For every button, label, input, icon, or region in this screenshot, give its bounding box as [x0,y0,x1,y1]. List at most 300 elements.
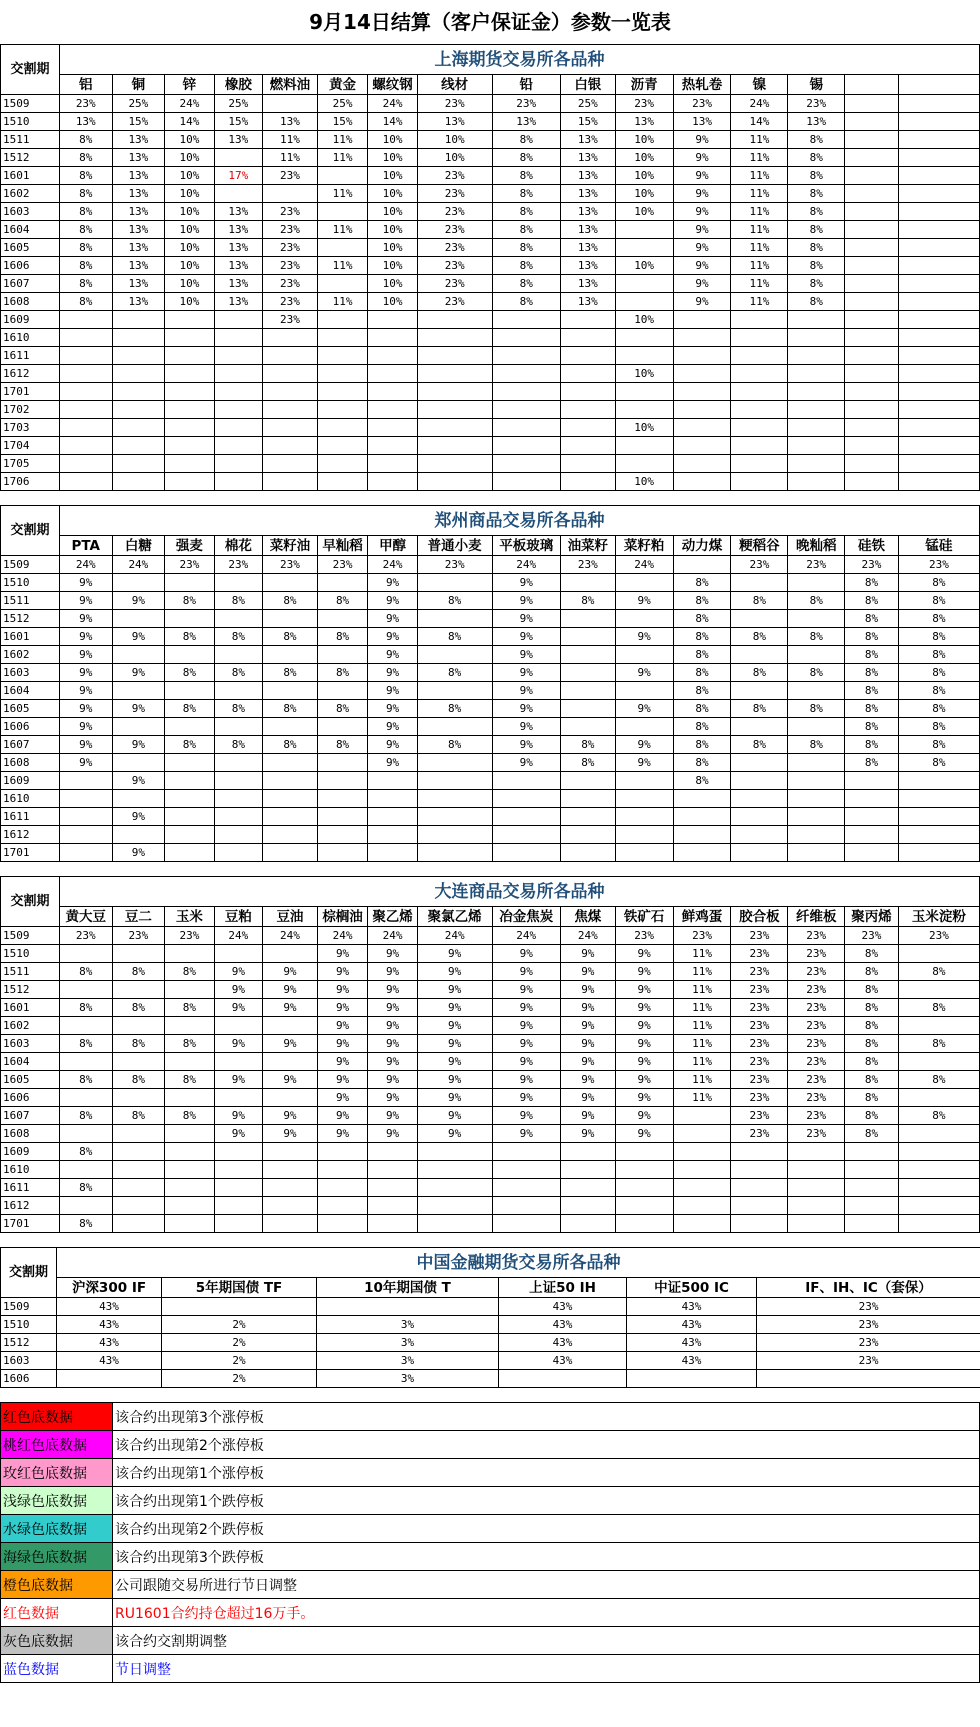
margin-value [214,347,262,365]
margin-value: 8% [845,1053,899,1071]
margin-value: 8% [59,131,112,149]
margin-value [417,329,492,347]
margin-value [673,844,731,862]
margin-value: 9% [214,1107,262,1125]
margin-value: 9% [214,963,262,981]
margin-value [417,754,492,772]
margin-value: 8% [845,754,899,772]
margin-value: 25% [112,95,165,113]
margin-value [112,945,165,963]
margin-value [59,808,112,826]
margin-value [59,772,112,790]
margin-value: 10% [417,149,492,167]
margin-value: 9% [368,646,417,664]
margin-value [417,682,492,700]
margin-value [214,455,262,473]
delivery-month: 1606 [1,1370,57,1388]
margin-value: 23% [615,927,673,945]
margin-value: 8% [59,221,112,239]
margin-value: 9% [492,646,560,664]
margin-value [845,844,899,862]
margin-value [731,311,788,329]
margin-value [263,401,318,419]
margin-value: 8% [845,592,899,610]
margin-value [788,1161,845,1179]
delivery-month: 1701 [1,844,60,862]
delivery-month: 1609 [1,1143,60,1161]
margin-value: 13% [214,275,262,293]
margin-value: 9% [59,736,112,754]
legend-row [1,1571,980,1599]
margin-value: 9% [492,736,560,754]
legend-description: 该合约交割期调整 [113,1627,980,1655]
margin-value [59,383,112,401]
margin-value [417,473,492,491]
delivery-month: 1611 [1,1179,60,1197]
margin-value: 23% [788,556,845,574]
margin-value [112,754,165,772]
table-row [1,556,980,574]
margin-value [165,329,214,347]
margin-value: 9% [263,999,318,1017]
margin-value [112,1179,165,1197]
delivery-month: 1605 [1,1071,60,1089]
margin-value: 8% [165,999,214,1017]
margin-value: 13% [59,113,112,131]
empty-cell [898,311,979,329]
margin-value: 8% [673,736,731,754]
table-row [1,437,980,455]
margin-value: 9% [560,1053,615,1071]
margin-value [112,1089,165,1107]
margin-value: 10% [165,149,214,167]
margin-value: 23% [417,239,492,257]
margin-value [368,790,417,808]
margin-value: 10% [165,257,214,275]
product-header: 强麦 [165,536,214,556]
delivery-month: 1510 [1,574,60,592]
margin-value: 9% [59,754,112,772]
margin-value [368,826,417,844]
legend-row [1,1655,980,1683]
margin-value: 9% [368,574,417,592]
margin-value: 25% [560,95,615,113]
margin-value [263,455,318,473]
margin-value: 23% [731,927,788,945]
margin-value: 8% [788,257,845,275]
margin-value: 11% [731,203,788,221]
margin-value: 8% [673,664,731,682]
margin-value: 9% [317,999,368,1017]
margin-value: 3% [317,1370,499,1388]
margin-value: 9% [615,945,673,963]
margin-value [317,383,368,401]
delivery-month: 1702 [1,401,60,419]
empty-cell [898,329,979,347]
margin-value [560,1179,615,1197]
margin-value: 8% [214,628,262,646]
empty-cell [845,311,899,329]
margin-value: 24% [59,556,112,574]
margin-value: 9% [492,1071,560,1089]
product-header: 黄大豆 [59,907,112,927]
margin-value [263,790,318,808]
margin-value [492,1215,560,1233]
margin-value: 8% [731,736,788,754]
margin-value [417,772,492,790]
margin-value [492,844,560,862]
margin-value [263,383,318,401]
margin-value [788,329,845,347]
margin-value: 23% [731,1017,788,1035]
empty-cell [898,257,979,275]
margin-value [560,419,615,437]
delivery-month: 1606 [1,257,60,275]
margin-value [165,772,214,790]
delivery-month: 1610 [1,790,60,808]
margin-value [417,419,492,437]
margin-value: 13% [263,113,318,131]
margin-value [317,754,368,772]
section-gap [0,1388,980,1402]
delivery-month: 1607 [1,1107,60,1125]
margin-value: 8% [673,628,731,646]
margin-value [263,1017,318,1035]
margin-value: 9% [560,1089,615,1107]
legend-swatch-label: 水绿色底数据 [1,1515,113,1543]
margin-value [673,808,731,826]
product-header: 螺纹钢 [368,75,417,95]
margin-value [59,1089,112,1107]
margin-value [214,1017,262,1035]
margin-value [263,1089,318,1107]
margin-value [112,1161,165,1179]
margin-value: 8% [845,1089,899,1107]
margin-value [214,1161,262,1179]
delivery-month: 1608 [1,293,60,311]
margin-value [673,455,731,473]
margin-value [214,149,262,167]
margin-value [898,1215,979,1233]
margin-value [317,203,368,221]
margin-value: 23% [673,927,731,945]
margin-value [112,1197,165,1215]
margin-value: 9% [492,981,560,999]
margin-value [845,1143,899,1161]
margin-value: 9% [417,1017,492,1035]
product-header: 早籼稻 [317,536,368,556]
margin-value [492,1161,560,1179]
margin-value [165,945,214,963]
margin-value [673,1107,731,1125]
margin-value [898,945,979,963]
margin-value [673,311,731,329]
margin-value [263,610,318,628]
margin-value [615,383,673,401]
delivery-month: 1510 [1,113,60,131]
margin-value [112,718,165,736]
empty-cell [898,275,979,293]
margin-value [112,437,165,455]
margin-value [898,981,979,999]
empty-cell [898,473,979,491]
margin-value [59,401,112,419]
table-row [1,664,980,682]
empty-cell [845,455,899,473]
margin-value [560,610,615,628]
margin-value: 13% [112,167,165,185]
margin-value [627,1370,757,1388]
margin-value: 10% [368,275,417,293]
margin-value: 8% [731,628,788,646]
margin-value [368,347,417,365]
margin-value: 8% [417,592,492,610]
margin-value [263,772,318,790]
delivery-month: 1510 [1,1316,57,1334]
margin-value [788,455,845,473]
margin-value: 8% [59,1215,112,1233]
delivery-month: 1606 [1,1089,60,1107]
margin-value: 13% [615,113,673,131]
margin-value [317,844,368,862]
table-row [1,700,980,718]
margin-value [112,574,165,592]
delivery-month: 1605 [1,700,60,718]
empty-cell [845,365,899,383]
product-header: 铅 [492,75,560,95]
margin-value: 23% [417,95,492,113]
margin-value: 8% [845,736,899,754]
margin-value: 13% [214,203,262,221]
margin-value: 8% [898,1035,979,1053]
margin-value [214,437,262,455]
margin-value [263,718,318,736]
margin-value: 8% [898,736,979,754]
table-row [1,1298,980,1316]
margin-value [317,718,368,736]
table-row [1,311,980,329]
delivery-period-header: 交割期 [1,45,60,95]
margin-value: 8% [898,754,979,772]
margin-value: 13% [673,113,731,131]
margin-value: 9% [59,718,112,736]
margin-value: 23% [417,257,492,275]
margin-value [731,1161,788,1179]
margin-value [317,329,368,347]
margin-value: 13% [112,203,165,221]
margin-value: 11% [317,185,368,203]
margin-value [112,826,165,844]
empty-cell [845,185,899,203]
margin-value: 23% [788,1053,845,1071]
margin-value: 9% [492,1107,560,1125]
margin-value [615,718,673,736]
margin-value: 8% [59,1035,112,1053]
margin-value [492,347,560,365]
margin-value: 11% [317,131,368,149]
margin-value [214,1089,262,1107]
margin-value: 9% [615,628,673,646]
margin-value: 15% [214,113,262,131]
margin-value: 8% [898,628,979,646]
margin-value [317,610,368,628]
margin-value: 23% [731,1107,788,1125]
table-row [1,347,980,365]
margin-value: 9% [673,149,731,167]
margin-value: 9% [560,945,615,963]
margin-value [731,419,788,437]
margin-value [788,646,845,664]
margin-value [417,383,492,401]
margin-value: 43% [499,1352,627,1370]
empty-cell [898,239,979,257]
margin-value: 9% [368,1107,417,1125]
margin-value: 10% [165,293,214,311]
table-row [1,628,980,646]
margin-value: 24% [731,95,788,113]
margin-value [492,1179,560,1197]
exchange-name: 大连商品交易所各品种 [59,877,979,907]
margin-value: 3% [317,1352,499,1370]
empty-cell [845,239,899,257]
margin-value [788,574,845,592]
product-header: 豆粕 [214,907,262,927]
margin-value: 25% [214,95,262,113]
margin-value [615,347,673,365]
margin-value [731,329,788,347]
margin-value [165,1215,214,1233]
margin-value: 10% [165,203,214,221]
margin-value [317,772,368,790]
margin-value: 9% [492,945,560,963]
margin-value: 11% [731,185,788,203]
legend-row [1,1487,980,1515]
margin-value [845,1197,899,1215]
margin-value: 9% [492,1035,560,1053]
table-row [1,736,980,754]
margin-value [317,646,368,664]
product-header: 5年期国债 TF [162,1278,317,1298]
margin-value: 9% [560,999,615,1017]
margin-value [263,646,318,664]
margin-value: 8% [165,963,214,981]
margin-value: 23% [615,95,673,113]
margin-value: 8% [845,646,899,664]
margin-value [317,1298,499,1316]
margin-value [492,790,560,808]
margin-value [165,754,214,772]
empty-cell [898,347,979,365]
margin-value: 8% [317,664,368,682]
margin-value [214,945,262,963]
margin-value: 8% [59,257,112,275]
margin-value [263,844,318,862]
table-row [1,927,980,945]
margin-value: 23% [263,556,318,574]
margin-value: 10% [165,275,214,293]
margin-value [560,329,615,347]
legend-swatch-label: 红色底数据 [1,1403,113,1431]
table-row [1,203,980,221]
margin-value: 8% [165,700,214,718]
margin-value: 9% [317,1017,368,1035]
exchange-name: 中国金融期货交易所各品种 [57,1248,980,1278]
margin-value [317,401,368,419]
product-header: 玉米淀粉 [898,907,979,927]
margin-value [59,981,112,999]
delivery-month: 1601 [1,999,60,1017]
margin-value: 8% [59,185,112,203]
empty-cell [898,455,979,473]
margin-value [417,1197,492,1215]
margin-value [214,383,262,401]
delivery-month: 1609 [1,772,60,790]
margin-value: 13% [112,185,165,203]
margin-value [615,437,673,455]
margin-value: 23% [263,239,318,257]
margin-value: 13% [788,113,845,131]
table-row [1,473,980,491]
margin-value [112,329,165,347]
margin-value: 9% [615,963,673,981]
empty-cell [845,401,899,419]
margin-value: 15% [560,113,615,131]
margin-value: 23% [731,945,788,963]
margin-value: 8% [788,700,845,718]
margin-value: 23% [757,1298,980,1316]
margin-value: 9% [673,275,731,293]
margin-value [59,473,112,491]
margin-value-highlight: 17% [214,167,262,185]
margin-value: 8% [417,700,492,718]
table-row [1,999,980,1017]
margin-value: 24% [368,95,417,113]
margin-value [112,311,165,329]
exchange-table [0,44,980,491]
margin-value: 8% [788,221,845,239]
product-header: 燃料油 [263,75,318,95]
product-header: 胶合板 [731,907,788,927]
margin-value: 8% [59,167,112,185]
legend-description: 该合约出现第2个涨停板 [113,1431,980,1459]
product-header: 焦煤 [560,907,615,927]
margin-value [898,1179,979,1197]
margin-value [214,1215,262,1233]
legend-swatch-label: 桃红色底数据 [1,1431,113,1459]
margin-value [673,347,731,365]
margin-value: 23% [59,927,112,945]
product-header: 菜籽油 [263,536,318,556]
table-row [1,646,980,664]
margin-value: 8% [59,1179,112,1197]
margin-value [368,1161,417,1179]
margin-value [417,790,492,808]
table-row [1,1179,980,1197]
margin-value [898,790,979,808]
margin-value [165,1089,214,1107]
margin-value [165,826,214,844]
margin-value: 13% [214,239,262,257]
margin-value: 9% [615,1089,673,1107]
margin-value: 8% [788,131,845,149]
margin-value: 24% [492,556,560,574]
margin-value: 23% [898,927,979,945]
margin-value: 8% [560,736,615,754]
margin-value: 9% [112,664,165,682]
margin-value: 8% [165,664,214,682]
margin-value [731,1143,788,1161]
margin-value: 9% [615,592,673,610]
